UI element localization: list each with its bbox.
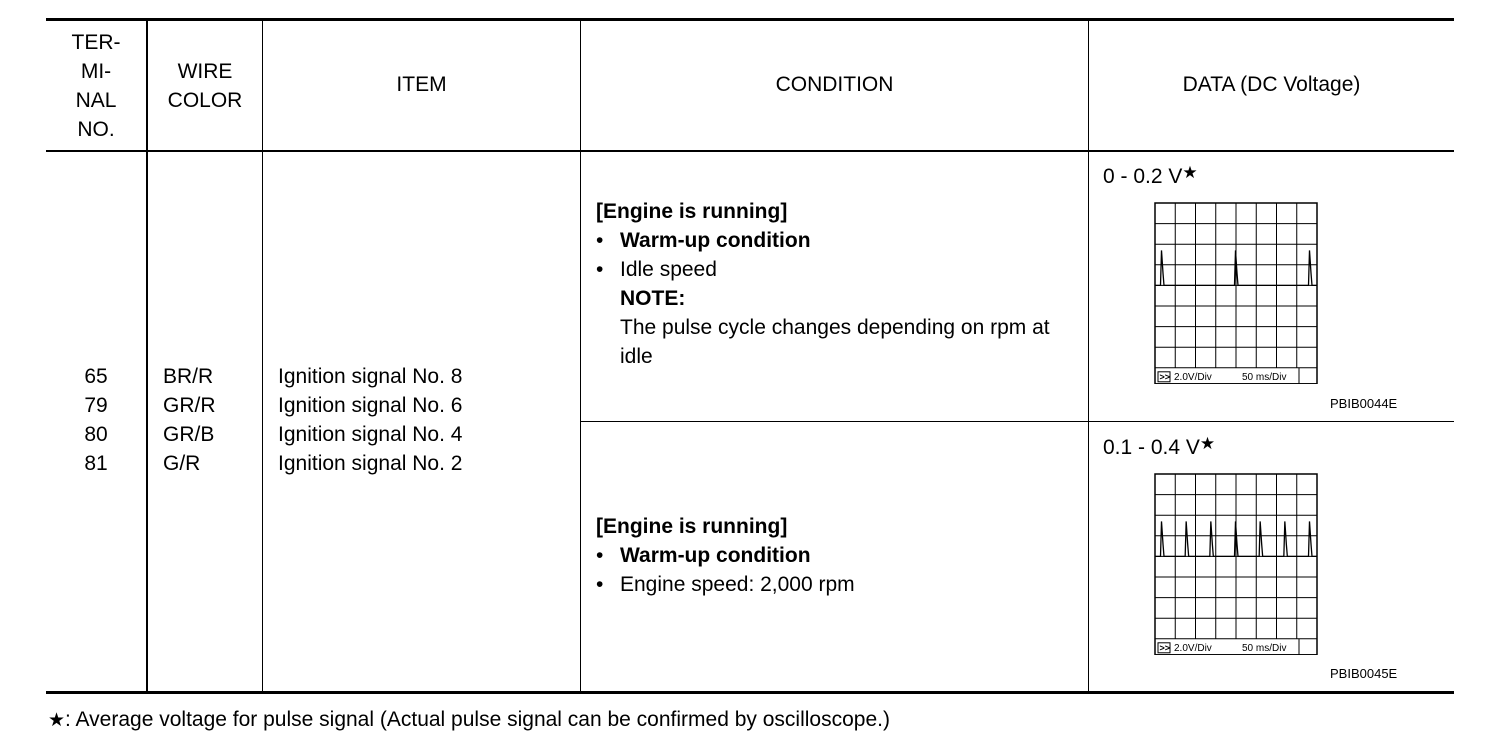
condition-bullet: Engine speed: 2,000 rpm: [620, 573, 855, 596]
table-top-rule: [46, 18, 1454, 21]
condition-bullet: Warm-up condition: [620, 229, 811, 252]
scope-volt-div: 2.0V/Div: [1174, 371, 1212, 383]
wire-colors: BR/R GR/R GR/B G/R: [163, 365, 216, 475]
star-icon: ★: [1199, 434, 1216, 453]
oscilloscope-waveform: [1154, 202, 1320, 384]
scope-grid: [1155, 203, 1317, 384]
star-icon: ★: [48, 710, 66, 731]
item-names: Ignition signal No. 8 Ignition signal No. 6 Ignition signal No. 4 Ignition signal No. 2: [278, 365, 463, 475]
scope-volt-div: 2.0V/Div: [1174, 642, 1212, 654]
scope-time-div: 50 ms/Div: [1242, 371, 1287, 383]
note-text: The pulse cycle changes depending on rpm at idle: [620, 316, 1050, 368]
condition-bullet: Idle speed: [620, 258, 717, 281]
header-bottom-rule: [46, 150, 1454, 152]
condition-bullet: Warm-up condition: [620, 544, 811, 567]
header-condition: CONDITION: [775, 72, 894, 96]
scope-grid: [1155, 474, 1317, 655]
condition-2000rpm: [Engine is running] • Warm-up condition • Engine speed: 2,000 rpm: [596, 512, 1080, 599]
scope-run-icon: >>: [1159, 371, 1171, 382]
note-label: NOTE:: [620, 287, 686, 310]
condition-title: [Engine is running]: [596, 200, 788, 223]
header-wire-color: WIRE COLOR: [167, 60, 243, 112]
header-data: DATA (DC Voltage): [1182, 72, 1361, 96]
voltage-value: 0 - 0.2 V★: [1103, 163, 1198, 188]
terminal-numbers: 65 79 80 81: [84, 365, 108, 475]
condition-idle: [Engine is running] • Warm-up condition • Idle speed NOTE: The pulse cycle changes depending on rpm at idle: [596, 197, 1080, 371]
table-bottom-rule: [46, 691, 1454, 694]
scope-run-icon: >>: [1159, 642, 1171, 653]
star-icon: ★: [1182, 163, 1198, 182]
condition-divider-rule: [580, 421, 1454, 422]
oscilloscope-waveform: [1154, 473, 1320, 655]
footnote: ★: Average voltage for pulse signal (Actual pulse signal can be confirmed by oscilloscope.): [48, 708, 890, 731]
scope-time-div: 50 ms/Div: [1242, 642, 1287, 654]
voltage-value: 0.1 - 0.4 V★: [1103, 434, 1216, 459]
header-terminal-no: TER- MI- NAL NO.: [71, 31, 121, 141]
header-item: ITEM: [396, 72, 447, 96]
figure-code: PBIB0045E: [1330, 666, 1398, 681]
condition-title: [Engine is running]: [596, 515, 788, 538]
figure-code: PBIB0044E: [1330, 396, 1398, 411]
